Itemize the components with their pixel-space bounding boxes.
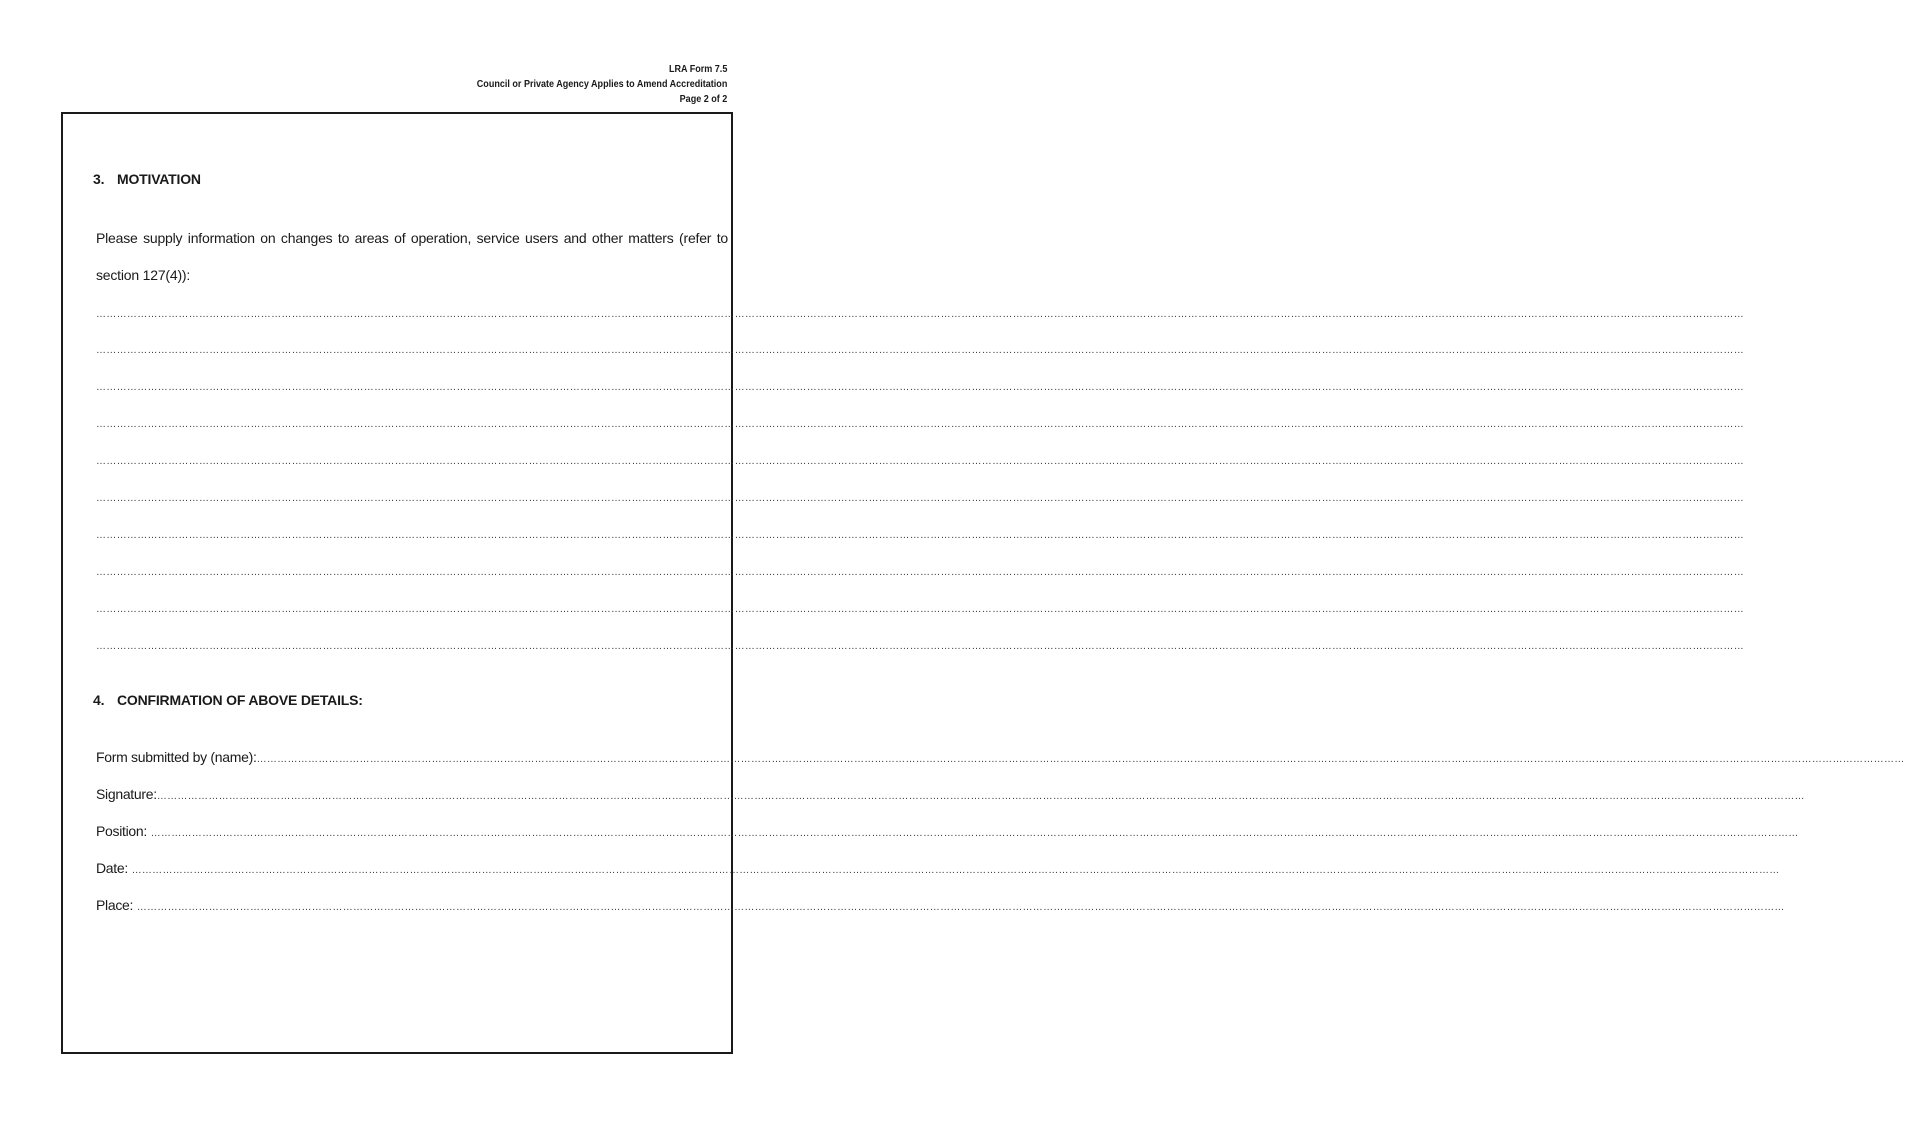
signature-field[interactable] [96, 785, 1805, 803]
motivation-answer-line-2[interactable]: ………………………………………………………………………………………………………………………………………………………………………………………………………………………………………………………………………………………………………………………………………………………………………………………………………………………………………… [96, 345, 1744, 356]
form-number: LRA Form 7.5 [668, 63, 727, 75]
section-4-number: 4. [93, 692, 105, 708]
signature-input[interactable]: ………………………………………………………………………………………………………………………………………………………………………………………………………………………………………………………………………………………………………………………………………………………………………………………………………………………………………… [156, 791, 1805, 802]
form-title: Council or Private Agency Applies to Amend Accreditation [476, 78, 727, 90]
date-label: Date: [96, 860, 132, 876]
section-4-heading [93, 692, 363, 708]
motivation-answer-line-9[interactable]: ………………………………………………………………………………………………………………………………………………………………………………………………………………………………………………………………………………………………………………………………………………………………………………………………………………………………………… [96, 604, 1744, 615]
place-field[interactable] [96, 896, 1785, 914]
form-header [476, 62, 727, 107]
place-label: Place: [96, 897, 137, 913]
motivation-answer-line-10[interactable]: ………………………………………………………………………………………………………………………………………………………………………………………………………………………………………………………………………………………………………………………………………………………………………………………………………………………………………… [96, 641, 1744, 652]
submitted-by-input[interactable]: ………………………………………………………………………………………………………………………………………………………………………………………………………………………………………………………………………………………………………………………………………………………………………………………………………………………………………… [256, 754, 1905, 765]
motivation-answer-line-8[interactable]: ………………………………………………………………………………………………………………………………………………………………………………………………………………………………………………………………………………………………………………………………………………………………………………………………………………………………………… [96, 567, 1744, 578]
motivation-answer-line-3[interactable]: ………………………………………………………………………………………………………………………………………………………………………………………………………………………………………………………………………………………………………………………………………………………………………………………………………………………………………… [96, 382, 1744, 393]
section-3-title: MOTIVATION [117, 171, 201, 187]
motivation-instruction-line-2: section 127(4)): [96, 267, 191, 283]
page-label: Page 2 of 2 [679, 93, 727, 105]
section-3-heading [93, 171, 201, 187]
position-input[interactable]: ………………………………………………………………………………………………………………………………………………………………………………………………………………………………………………………………………………………………………………………………………………………………………………………………………………………………………… [150, 828, 1799, 839]
motivation-answer-line-5[interactable]: ………………………………………………………………………………………………………………………………………………………………………………………………………………………………………………………………………………………………………………………………………………………………………………………………………………………………………… [96, 456, 1744, 467]
motivation-answer-line-1[interactable]: ………………………………………………………………………………………………………………………………………………………………………………………………………………………………………………………………………………………………………………………………………………………………………………………………………………………………………… [96, 309, 1744, 320]
signature-label: Signature: [96, 786, 157, 802]
date-field[interactable] [96, 859, 1780, 877]
motivation-answer-line-4[interactable]: ………………………………………………………………………………………………………………………………………………………………………………………………………………………………………………………………………………………………………………………………………………………………………………………………………………………………………… [96, 419, 1744, 430]
motivation-answer-line-7[interactable]: ………………………………………………………………………………………………………………………………………………………………………………………………………………………………………………………………………………………………………………………………………………………………………………………………………………………………………… [96, 530, 1744, 541]
date-input[interactable]: ………………………………………………………………………………………………………………………………………………………………………………………………………………………………………………………………………………………………………………………………………………………………………………………………………………………………………… [131, 865, 1780, 876]
submitted-by-field[interactable] [96, 748, 1905, 766]
submitted-by-label: Form submitted by (name): [96, 749, 257, 765]
position-label: Position: [96, 823, 151, 839]
motivation-instruction-line-1: Please supply information on changes to areas of operation, service users and other matters (refer to [96, 230, 728, 246]
place-input[interactable]: ………………………………………………………………………………………………………………………………………………………………………………………………………………………………………………………………………………………………………………………………………………………………………………………………………………………………………… [136, 902, 1785, 913]
motivation-answer-line-6[interactable]: ………………………………………………………………………………………………………………………………………………………………………………………………………………………………………………………………………………………………………………………………………………………………………………………………………………………………………… [96, 493, 1744, 504]
section-4-title: CONFIRMATION OF ABOVE DETAILS: [117, 692, 363, 708]
section-3-number: 3. [93, 171, 105, 187]
position-field[interactable] [96, 822, 1799, 840]
